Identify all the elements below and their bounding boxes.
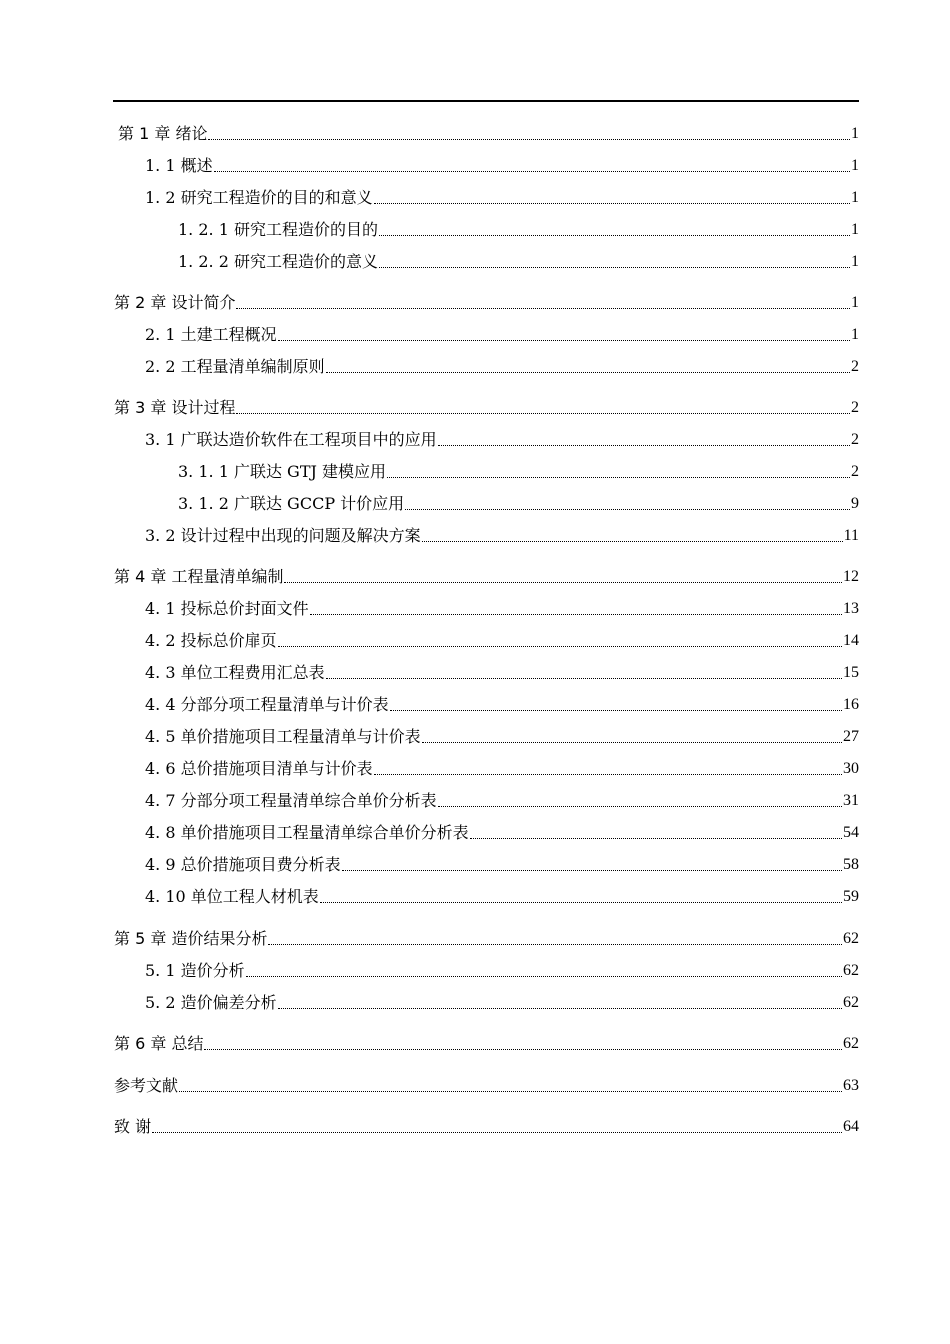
toc-leader-dots <box>379 267 850 268</box>
toc-leader-dots <box>268 944 842 945</box>
toc-entry-4-9[interactable] <box>145 851 859 875</box>
toc-entry-page: 63 <box>843 1077 859 1094</box>
toc-leader-dots <box>374 203 850 204</box>
toc-entry-4-1[interactable] <box>145 595 859 619</box>
toc-entry-page: 64 <box>843 1118 859 1135</box>
toc-leader-dots <box>320 902 842 903</box>
toc-leader-dots <box>342 870 842 871</box>
toc-entry-1-2-2[interactable] <box>178 248 859 272</box>
toc-entry-4-6[interactable] <box>145 755 859 779</box>
toc-leader-dots <box>284 582 842 583</box>
toc-leader-dots <box>204 1049 842 1050</box>
toc-entry-2-1[interactable] <box>145 321 859 345</box>
toc-entry-title: 第 4 章 工程量清单编制 <box>114 567 284 586</box>
toc-entry-page: 62 <box>843 994 859 1011</box>
toc-leader-dots <box>310 614 842 615</box>
toc-entry-title: 4. 2 投标总价扉页 <box>145 631 277 650</box>
toc-entry-page: 54 <box>843 824 859 841</box>
toc-entry-page: 9 <box>851 495 859 512</box>
toc-entry-references[interactable] <box>114 1072 859 1096</box>
toc-entry-3-1[interactable] <box>145 426 859 450</box>
toc-entry-chapter-2[interactable] <box>114 289 859 313</box>
toc-entry-page: 11 <box>843 527 859 544</box>
toc-entry-page: 62 <box>843 930 859 947</box>
toc-entry-title: 4. 5 单价措施项目工程量清单与计价表 <box>145 727 421 746</box>
toc-entry-title: 3. 2 设计过程中出现的问题及解决方案 <box>145 526 421 545</box>
toc-leader-dots <box>214 171 850 172</box>
toc-entry-1-2[interactable] <box>145 184 859 208</box>
toc-leader-dots <box>422 742 842 743</box>
toc-entry-title: 3. 1. 2 广联达 GCCP 计价应用 <box>178 494 405 513</box>
toc-entry-page: 2 <box>851 358 859 375</box>
toc-entry-title: 3. 1. 1 广联达 GTJ 建模应用 <box>178 462 387 481</box>
toc-entry-title: 1. 2 研究工程造价的目的和意义 <box>145 188 373 207</box>
toc-leader-dots <box>208 139 850 140</box>
toc-entry-5-1[interactable] <box>145 957 859 981</box>
toc-entry-4-7[interactable] <box>145 787 859 811</box>
toc-entry-page: 58 <box>843 856 859 873</box>
toc-leader-dots <box>438 445 850 446</box>
toc-entry-title: 1. 1 概述 <box>145 156 213 175</box>
toc-leader-dots <box>470 838 842 839</box>
toc-entry-page: 62 <box>843 1035 859 1052</box>
toc-entry-1-1[interactable] <box>145 152 859 176</box>
toc-entry-4-4[interactable] <box>145 691 859 715</box>
toc-leader-dots <box>236 413 850 414</box>
toc-entry-page: 1 <box>851 125 859 142</box>
toc-entry-page: 14 <box>843 632 859 649</box>
toc-leader-dots <box>179 1091 842 1092</box>
toc-entry-page: 1 <box>851 221 859 238</box>
toc-entry-page: 31 <box>843 792 859 809</box>
toc-entry-chapter-4[interactable] <box>114 563 859 587</box>
toc-leader-dots <box>278 646 842 647</box>
toc-entry-page: 2 <box>851 463 859 480</box>
toc-entry-title: 3. 1 广联达造价软件在工程项目中的应用 <box>145 430 437 449</box>
toc-entry-title: 2. 2 工程量清单编制原则 <box>145 357 325 376</box>
toc-entry-title: 第 6 章 总结 <box>114 1034 204 1053</box>
toc-entry-4-2[interactable] <box>145 627 859 651</box>
toc-leader-dots <box>326 678 842 679</box>
toc-entry-page: 2 <box>851 431 859 448</box>
toc-entry-page: 1 <box>851 189 859 206</box>
toc-entry-chapter-5[interactable] <box>114 925 859 949</box>
toc-entry-acknowledgements[interactable] <box>114 1113 859 1137</box>
toc-entry-3-2[interactable] <box>145 522 859 546</box>
toc-entry-3-1-2[interactable] <box>178 490 859 514</box>
toc-entry-page: 12 <box>843 568 859 585</box>
toc-entry-title: 参考文献 <box>114 1076 179 1095</box>
toc-leader-dots <box>278 1008 842 1009</box>
toc-entry-page: 2 <box>851 399 859 416</box>
toc-leader-dots <box>236 308 850 309</box>
toc-entry-page: 15 <box>843 664 859 681</box>
toc-entry-title: 4. 4 分部分项工程量清单与计价表 <box>145 695 389 714</box>
toc-entry-title: 致 谢 <box>114 1117 152 1136</box>
toc-entry-page: 62 <box>843 962 859 979</box>
toc-leader-dots <box>326 372 850 373</box>
toc-entry-page: 27 <box>843 728 859 745</box>
toc-entry-4-10[interactable] <box>145 883 859 907</box>
toc-entry-chapter-6[interactable] <box>114 1030 859 1054</box>
toc-entry-title: 1. 2. 1 研究工程造价的目的 <box>178 220 378 239</box>
toc-entry-chapter-3[interactable] <box>114 394 859 418</box>
toc-entry-title: 4. 7 分部分项工程量清单综合单价分析表 <box>145 791 437 810</box>
toc-entry-4-8[interactable] <box>145 819 859 843</box>
toc-entry-title: 4. 9 总价措施项目费分析表 <box>145 855 341 874</box>
toc-leader-dots <box>422 541 843 542</box>
toc-entry-5-2[interactable] <box>145 989 859 1013</box>
toc-entry-title: 第 2 章 设计简介 <box>114 293 236 312</box>
toc-entry-title: 4. 3 单位工程费用汇总表 <box>145 663 325 682</box>
toc-entry-title: 5. 1 造价分析 <box>145 961 245 980</box>
toc-entry-title: 4. 10 单位工程人材机表 <box>145 887 319 906</box>
toc-entry-page: 13 <box>843 600 859 617</box>
toc-leader-dots <box>405 509 850 510</box>
toc-entry-4-5[interactable] <box>145 723 859 747</box>
toc-entry-title: 第 3 章 设计过程 <box>114 398 236 417</box>
toc-entry-title: 4. 8 单价措施项目工程量清单综合单价分析表 <box>145 823 469 842</box>
toc-leader-dots <box>278 340 850 341</box>
toc-leader-dots <box>390 710 842 711</box>
toc-entry-page: 16 <box>843 696 859 713</box>
toc-entry-page: 1 <box>851 326 859 343</box>
toc-leader-dots <box>387 477 850 478</box>
toc-entry-4-3[interactable] <box>145 659 859 683</box>
toc-entry-title: 5. 2 造价偏差分析 <box>145 993 277 1012</box>
toc-entry-title: 1. 2. 2 研究工程造价的意义 <box>178 252 378 271</box>
toc-entry-chapter-1[interactable] <box>118 120 859 144</box>
toc-leader-dots <box>246 976 842 977</box>
toc-entry-page: 1 <box>851 157 859 174</box>
toc-leader-dots <box>438 806 842 807</box>
toc-leader-dots <box>374 774 842 775</box>
toc-leader-dots <box>152 1132 842 1133</box>
toc-entry-1-2-1[interactable] <box>178 216 859 240</box>
toc-entry-page: 1 <box>851 253 859 270</box>
toc-entry-title: 第 5 章 造价结果分析 <box>114 929 268 948</box>
toc-entry-page: 30 <box>843 760 859 777</box>
toc-entry-title: 4. 1 投标总价封面文件 <box>145 599 309 618</box>
toc-entry-page: 59 <box>843 888 859 905</box>
toc-entry-page: 1 <box>851 294 859 311</box>
toc-leader-dots <box>379 235 850 236</box>
toc-entry-title: 4. 6 总价措施项目清单与计价表 <box>145 759 373 778</box>
toc-entry-2-2[interactable] <box>145 353 859 377</box>
toc-entry-title: 第 1 章 绪论 <box>118 124 208 143</box>
toc-entry-title: 2. 1 土建工程概况 <box>145 325 277 344</box>
toc-entry-3-1-1[interactable] <box>178 458 859 482</box>
